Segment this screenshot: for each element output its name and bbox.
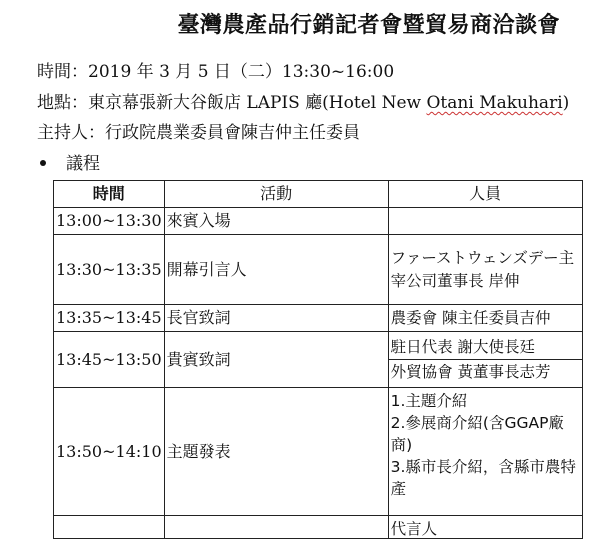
row-activity [164,516,388,539]
row-people [388,332,582,388]
table-row [54,305,583,332]
people-entry: 3.縣市長介紹，含縣市農特產 [390,458,576,498]
event-venue [37,91,569,115]
row-time: 13:45~13:50 [54,332,165,388]
row-activity: 主題發表 [164,388,388,516]
table-row [54,332,583,388]
row-activity: 開幕引言人 [164,235,388,305]
table-row [54,235,583,305]
agenda-heading [40,152,100,176]
people-entry: 代言人 [390,520,438,538]
row-time: 13:50~14:10 [54,388,165,516]
header-activity: 活動 [164,181,388,208]
venue-suffix: ) [562,93,570,113]
table-row [54,208,583,235]
people-entry: 2.參展商介紹(含GGAP廠商) [390,414,564,454]
event-host: 主持人：行政院農業委員會陳吉仲主任委員 [37,123,360,143]
table-row [54,516,583,539]
venue-underlined: Otani Makuhari [426,93,563,113]
row-people: ファーストウェンズデー主宰公司董事長 岸伸 [388,235,582,305]
row-time: 13:00~13:30 [54,208,165,235]
bullet-icon [40,160,46,166]
row-time: 13:35~13:45 [54,305,165,332]
row-time [54,516,165,539]
event-time: 時間：2019 年 3 月 5 日（二）13:30~16:00 [37,62,395,82]
agenda-label: 議程 [66,154,100,174]
people-entry: 駐日代表 謝大使長廷 [390,338,536,356]
people-entry: 外貿協會 黃董事長志芳 [389,359,582,384]
people-entry: 1.主題介紹 [390,392,468,410]
agenda-table [53,180,583,539]
row-activity: 貴賓致詞 [164,332,388,388]
table-row [54,388,583,516]
venue-prefix: 地點：東京幕張新大谷飯店 LAPIS 廳(Hotel New [37,93,427,113]
row-people [388,516,582,539]
header-time: 時間 [54,181,165,208]
row-activity: 來賓入場 [164,208,388,235]
row-activity: 長官致詞 [164,305,388,332]
row-people: 農委會 陳主任委員吉仲 [388,305,582,332]
document-title: 臺灣農產品行銷記者會暨貿易商洽談會 [177,12,560,38]
table-header-row [54,181,583,208]
row-time: 13:30~13:35 [54,235,165,305]
row-people [388,208,582,235]
header-people: 人員 [388,181,582,208]
row-people [388,388,582,516]
